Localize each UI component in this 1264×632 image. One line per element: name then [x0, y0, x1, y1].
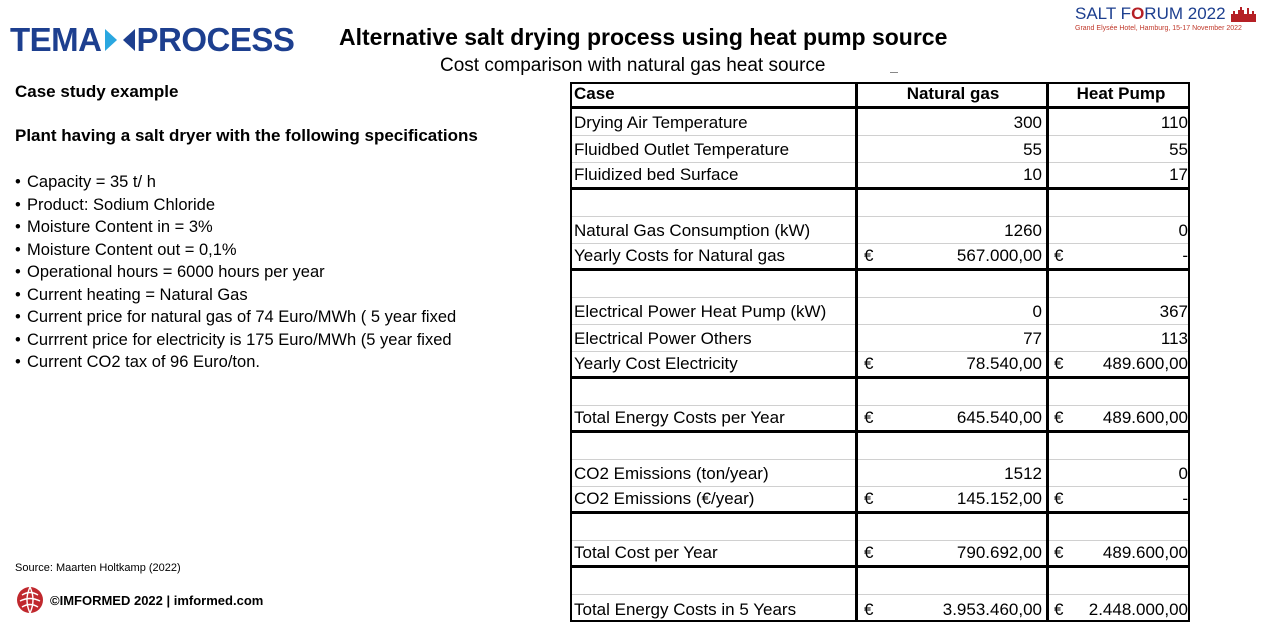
currency-symbol: € [864, 354, 874, 373]
natural-gas-value: 645.540,00 [956, 408, 1042, 427]
table-row [570, 109, 1190, 136]
heat-pump-value: 489.600,00 [1102, 543, 1188, 562]
table-row [570, 271, 1190, 298]
natural-gas-cell [856, 514, 1048, 540]
row-label [570, 514, 856, 540]
natural-gas-cell [856, 163, 1048, 187]
natural-gas-value: 10 [1023, 165, 1042, 184]
heat-pump-cell [1048, 109, 1190, 135]
row-label: Electrical Power Others [574, 329, 752, 348]
table-row [570, 244, 1190, 271]
natural-gas-value: 567.000,00 [956, 246, 1042, 265]
currency-symbol: € [1054, 489, 1064, 508]
natural-gas-value: 790.692,00 [956, 543, 1042, 562]
heat-pump-cell [1048, 190, 1190, 216]
list-item: • Moisture Content in = 3% [15, 218, 213, 236]
heat-pump-cell [1048, 487, 1190, 511]
natural-gas-cell [856, 244, 1048, 268]
currency-symbol: € [1054, 543, 1064, 562]
table-row [570, 325, 1190, 352]
table-row [570, 595, 1190, 622]
logo-diamond-icon [105, 26, 135, 54]
table-row [570, 487, 1190, 514]
currency-symbol: € [1054, 408, 1064, 427]
logo-text-tema: TEMA [10, 21, 102, 58]
natural-gas-cell [856, 595, 1048, 622]
natural-gas-value: 300 [1013, 113, 1042, 132]
tema-process-logo [10, 20, 294, 60]
row-label: Drying Air Temperature [574, 113, 748, 132]
natural-gas-value: 78.540,00 [966, 354, 1042, 373]
row-label: Electrical Power Heat Pump (kW) [574, 302, 827, 321]
heat-pump-value: - [1182, 246, 1188, 265]
row-label: Fluidized bed Surface [574, 165, 739, 184]
heat-pump-value: 0 [1178, 221, 1188, 240]
column-divider [855, 82, 858, 622]
heat-pump-cell [1048, 541, 1190, 565]
heat-pump-value: 17 [1169, 165, 1188, 184]
table-row [570, 379, 1190, 406]
heat-pump-cell [1048, 271, 1190, 297]
table-row [570, 568, 1190, 595]
slide-title: Alternative salt drying process using heat pump source [339, 24, 948, 50]
natural-gas-value: 3.953.460,00 [942, 600, 1042, 619]
heat-pump-cell [1048, 433, 1190, 459]
list-item: • Product: Sodium Chloride [15, 195, 216, 214]
natural-gas-cell [856, 352, 1048, 376]
currency-symbol: € [864, 600, 874, 619]
heat-pump-value: 110 [1160, 113, 1188, 132]
list-item: • Current heating = Natural Gas [15, 285, 248, 304]
natural-gas-cell [856, 109, 1048, 135]
cost-comparison-table [570, 82, 1190, 622]
natural-gas-cell [856, 379, 1048, 405]
row-label [570, 379, 856, 405]
forum-venue: Grand Elysée Hotel, Hamburg, 15-17 November 2022 [1075, 25, 1242, 32]
table-row [570, 460, 1190, 487]
specification-list [15, 171, 535, 374]
table-row [570, 136, 1190, 163]
heat-pump-cell [1048, 568, 1190, 594]
natural-gas-cell [856, 487, 1048, 511]
natural-gas-cell [856, 136, 1048, 162]
source-note: Source: Maarten Holtkamp (2022) [15, 562, 181, 574]
natural-gas-cell [856, 298, 1048, 324]
list-item: • Currrent price for electricity is 175 Euro/MWh (5 year fixed [15, 330, 452, 349]
table-row [570, 163, 1190, 190]
currency-symbol: € [864, 246, 874, 265]
copyright-footer [16, 586, 263, 614]
heat-pump-value: 489.600,00 [1102, 354, 1188, 373]
natural-gas-cell [856, 271, 1048, 297]
row-label: Fluidbed Outlet Temperature [574, 140, 790, 159]
currency-symbol: € [1054, 354, 1064, 373]
row-label: Natural Gas Consumption (kW) [574, 221, 811, 240]
heat-pump-value: 113 [1160, 329, 1188, 348]
natural-gas-value: 0 [1032, 302, 1042, 321]
heat-pump-cell [1048, 406, 1190, 430]
header-case: Case [574, 84, 615, 103]
case-study-subheading: Plant having a salt dryer with the following specifications [15, 126, 478, 145]
heat-pump-cell [1048, 379, 1190, 405]
list-item: • Capacity = 35 t/ h [15, 173, 156, 191]
castle-icon [1230, 6, 1260, 22]
heat-pump-value: - [1182, 489, 1188, 508]
column-divider [1046, 82, 1049, 622]
table-row [570, 298, 1190, 325]
natural-gas-value: 145.152,00 [956, 489, 1042, 508]
heat-pump-cell [1048, 460, 1190, 486]
logo-text-process: PROCESS [136, 21, 295, 58]
row-label: Yearly Costs for Natural gas [574, 246, 786, 265]
heat-pump-cell [1048, 244, 1190, 268]
heat-pump-cell [1048, 325, 1190, 351]
row-label [570, 271, 856, 297]
slide-subtitle: Cost comparison with natural gas heat source [440, 55, 826, 76]
currency-symbol: € [864, 489, 874, 508]
currency-symbol: € [864, 408, 874, 427]
heat-pump-cell [1048, 136, 1190, 162]
currency-symbol: € [1054, 600, 1064, 619]
natural-gas-cell [856, 190, 1048, 216]
case-study-panel [15, 82, 535, 374]
heat-pump-cell [1048, 352, 1190, 376]
table-row [570, 514, 1190, 541]
salt-forum-logo [1075, 4, 1260, 32]
row-label [570, 568, 856, 594]
divider [890, 72, 898, 73]
list-item: • Current CO2 tax of 96 Euro/ton. [15, 353, 260, 371]
header-natural-gas: Natural gas [906, 84, 1000, 103]
natural-gas-value: 1512 [1004, 464, 1042, 483]
natural-gas-cell [856, 433, 1048, 459]
natural-gas-cell [856, 568, 1048, 594]
heat-pump-value: 367 [1159, 302, 1188, 321]
row-label: Total Energy Costs per Year [574, 408, 785, 427]
heat-pump-cell [1048, 163, 1190, 187]
row-label: CO2 Emissions (ton/year) [574, 464, 769, 483]
natural-gas-cell [856, 406, 1048, 430]
forum-name: SALT FORUM 2022 [1075, 4, 1226, 23]
natural-gas-cell [856, 460, 1048, 486]
table-row [570, 190, 1190, 217]
row-label: CO2 Emissions (€/year) [574, 489, 755, 508]
row-label [570, 190, 856, 216]
list-item: • Current price for natural gas of 74 Euro/MWh ( 5 year fixed [15, 308, 457, 326]
row-label: Yearly Cost Electricity [574, 354, 738, 373]
heat-pump-cell [1048, 595, 1190, 622]
list-item: • Moisture Content out = 0,1% [15, 240, 237, 259]
table-row [570, 541, 1190, 568]
currency-symbol: € [1054, 246, 1064, 265]
heat-pump-cell [1048, 298, 1190, 324]
row-label [570, 433, 856, 459]
case-study-heading: Case study example [15, 82, 179, 101]
heat-pump-value: 2.448.000,00 [1088, 600, 1188, 619]
table-row [570, 217, 1190, 244]
table-header-row [570, 82, 1190, 109]
natural-gas-value: 1260 [1004, 221, 1042, 240]
natural-gas-cell [856, 541, 1048, 565]
table-row [570, 352, 1190, 379]
natural-gas-value: 55 [1023, 140, 1042, 159]
heat-pump-value: 489.600,00 [1102, 408, 1188, 427]
header-heat-pump: Heat Pump [1076, 84, 1166, 103]
heat-pump-value: 55 [1169, 140, 1188, 159]
heat-pump-value: 0 [1178, 464, 1188, 483]
row-label: Total Energy Costs in 5 Years [574, 600, 797, 619]
natural-gas-value: 77 [1023, 329, 1042, 348]
list-item: • Operational hours = 6000 hours per year [15, 263, 325, 281]
table-row [570, 406, 1190, 433]
copyright-text: ©IMFORMED 2022 | imformed.com [50, 592, 264, 608]
natural-gas-cell [856, 325, 1048, 351]
natural-gas-cell [856, 217, 1048, 243]
heat-pump-cell [1048, 514, 1190, 540]
imformed-logo-icon [16, 586, 44, 614]
row-label: Total Cost per Year [574, 543, 718, 562]
table-row [570, 433, 1190, 460]
heat-pump-cell [1048, 217, 1190, 243]
currency-symbol: € [864, 543, 874, 562]
